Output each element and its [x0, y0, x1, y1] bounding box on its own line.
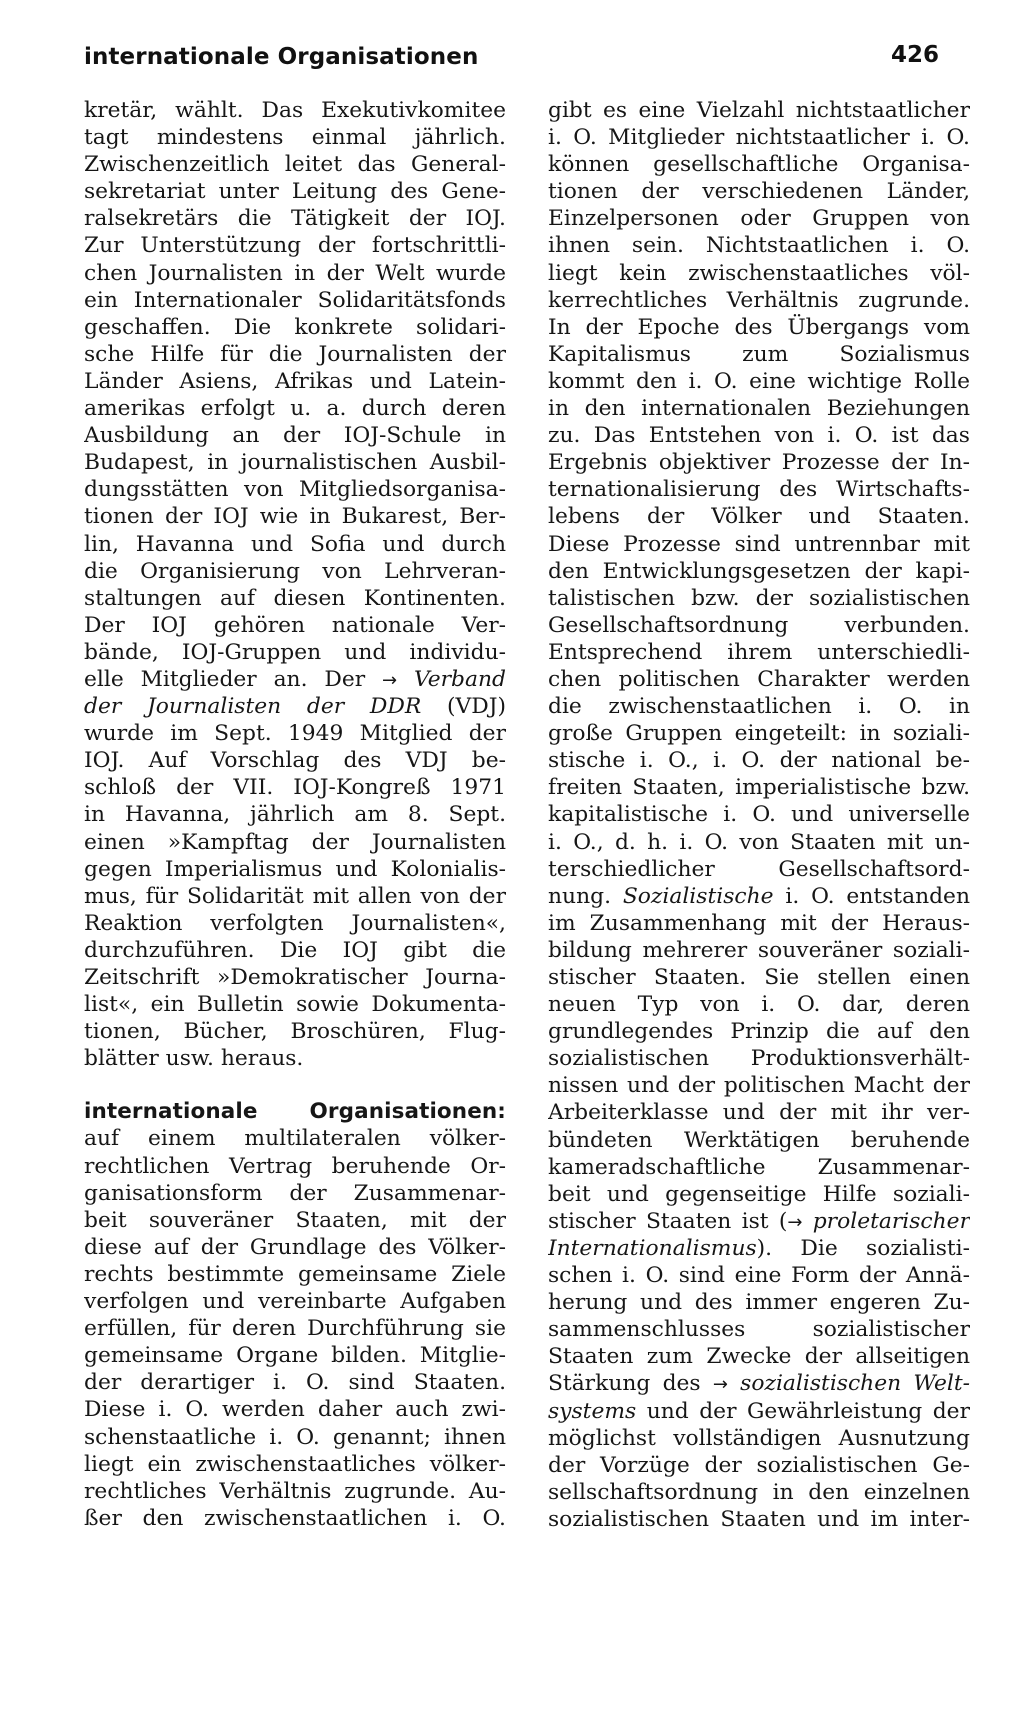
text-line-with-xref	[84, 693, 506, 720]
text-fragment: i. O. entstanden	[785, 883, 970, 909]
text-line-with-xref	[548, 1398, 970, 1425]
text-line: ganisationsform der Zusammenar-	[84, 1180, 506, 1206]
text-line: in Havanna, jährlich am 8. Sept.	[84, 802, 506, 828]
text-line: Entsprechend ihrem unterschiedli-	[548, 639, 970, 665]
text-fragment: (VDJ)	[447, 694, 506, 720]
text-line: bündeten Werktätigen beruhende	[548, 1127, 970, 1153]
text-line: können gesellschaftliche Organisa-	[548, 152, 970, 178]
text-line: Zur Unterstützung der fortschrittli-	[84, 233, 506, 259]
text-line: Gesellschaftsordnung verbunden.	[548, 612, 970, 638]
text-line: kommt den i. O. eine wichtige Rolle	[548, 368, 970, 394]
text-line: terschiedlicher Gesellschaftsord-	[548, 856, 970, 882]
text-line: nissen und der politischen Macht der	[548, 1073, 970, 1099]
text-line: möglichst vollständigen Ausnutzung	[548, 1425, 970, 1451]
text-line: blätter usw. heraus.	[84, 1046, 304, 1072]
text-line: neuen Typ von i. O. dar, deren	[548, 992, 970, 1018]
text-line: gemeinsame Organe bilden. Mitglie-	[84, 1343, 506, 1369]
text-line: In der Epoche des Übergangs vom	[548, 314, 970, 340]
text-line: schen i. O. sind eine Form der Annä-	[548, 1263, 970, 1289]
left-column	[84, 97, 506, 1532]
entry-headword: internationale Organisationen:	[84, 1099, 506, 1125]
text-line: amerikas erfolgt u. a. durch deren	[84, 396, 506, 422]
text-line: auf einem multilateralen völker-	[84, 1126, 506, 1152]
text-line: dungsstätten von Mitgliedsorganisa-	[84, 477, 506, 503]
text-fragment: elle Mitglieder an. Der	[84, 666, 366, 692]
text-line: die zwischenstaatlichen i. O. in	[548, 694, 970, 720]
text-line: rechts bestimmte gemeinsame Ziele	[84, 1261, 506, 1287]
text-line-with-xref	[548, 1208, 970, 1235]
text-line: lin, Havanna und Sofia und durch	[84, 531, 506, 557]
text-line: wurde im Sept. 1949 Mitglied der	[84, 721, 506, 747]
text-line: tagt mindestens einmal jährlich.	[84, 125, 506, 151]
text-line: sozialistischen Staaten und im inter-	[548, 1506, 970, 1532]
text-line: tionen der IOJ wie in Bukarest, Ber-	[84, 504, 506, 530]
text-line: tionen, Bücher, Broschüren, Flug-	[84, 1019, 506, 1045]
text-fragment: Stärkung des	[548, 1371, 701, 1397]
running-title: internationale Organisationen	[84, 44, 479, 70]
text-line: Arbeiterklasse und der mit ihr ver-	[548, 1100, 970, 1126]
text-line: einen »Kampftag der Journalisten	[84, 829, 506, 855]
text-line: beit und gegenseitige Hilfe soziali-	[548, 1181, 970, 1207]
text-line: beit souveräner Staaten, mit der	[84, 1207, 506, 1233]
text-line: der derartiger i. O. sind Staaten.	[84, 1370, 506, 1396]
text-line: tionen der verschiedenen Länder,	[548, 179, 970, 205]
xref-arrow-icon: →	[712, 1374, 728, 1396]
text-line: Diese i. O. werden daher auch zwi-	[84, 1397, 506, 1423]
text-line: in den internationalen Beziehungen	[548, 396, 970, 422]
text-line: Ausbildung an der IOJ-Schule in	[84, 423, 506, 449]
text-line: stischer Staaten. Sie stellen einen	[548, 965, 970, 990]
text-line: rechtliches Verhältnis zugrunde. Au-	[84, 1478, 506, 1504]
text-line: Einzelpersonen oder Gruppen von	[548, 206, 970, 232]
text-line: rechtlichen Vertrag beruhende Or-	[84, 1153, 506, 1179]
text-line: ßer den zwischenstaatlichen i. O.	[84, 1505, 506, 1531]
page-number: 426	[890, 42, 939, 68]
text-fragment: ). Die sozialisti-	[756, 1235, 970, 1261]
text-line: bildung mehrerer souveräner soziali-	[548, 937, 970, 963]
text-line: diese auf der Grundlage des Völker-	[84, 1234, 506, 1260]
text-line: geschaffen. Die konkrete solidari-	[84, 314, 506, 340]
text-line: talistischen bzw. der sozialistischen	[548, 585, 970, 611]
text-line: durchzuführen. Die IOJ gibt die	[84, 937, 506, 963]
text-line: freiten Staaten, imperialistische bzw.	[548, 775, 970, 801]
text-line: sozialistischen Produktionsverhält-	[548, 1046, 970, 1072]
text-line: Kapitalismus zum Sozialismus	[548, 341, 970, 367]
text-line: list«, ein Bulletin sowie Dokumenta-	[84, 992, 506, 1018]
text-line: erfüllen, für deren Durchführung sie	[84, 1316, 506, 1342]
text-line: ternationalisierung des Wirtschafts-	[548, 477, 970, 503]
text-line: ein Internationaler Solidaritätsfonds	[84, 287, 506, 313]
text-line: große Gruppen eingeteilt: in soziali-	[548, 721, 970, 747]
text-line: stische i. O., i. O. der national be-	[548, 748, 970, 774]
text-line: gegen Imperialismus und Kolonialis-	[84, 856, 506, 882]
text-line: chen Journalisten in der Welt wurde	[84, 260, 506, 286]
text-line: schenstaatliche i. O. genannt; ihnen	[84, 1424, 506, 1450]
text-line: im Zusammenhang mit der Heraus-	[548, 910, 970, 936]
text-line: kapitalistische i. O. und universelle	[548, 802, 970, 828]
text-line: Reaktion verfolgten Journalisten«,	[84, 910, 506, 936]
text-line: kameradschaftliche Zusammenar-	[548, 1154, 970, 1180]
text-line: staltungen auf diesen Kontinenten.	[84, 585, 506, 611]
xref-link[interactable]: Internationalismus	[548, 1235, 757, 1261]
text-line: Ergebnis objektiver Prozesse der In-	[548, 450, 970, 476]
text-line: Der IOJ gehören nationale Ver-	[84, 612, 506, 638]
xref-link[interactable]: systems	[548, 1398, 637, 1424]
text-line: Länder Asiens, Afrikas und Latein-	[84, 368, 506, 394]
text-line: herung und des immer engeren Zu-	[548, 1290, 970, 1316]
paragraph-gap	[84, 1072, 506, 1098]
text-fragment: nung.	[548, 883, 611, 909]
text-line: liegt kein zwischenstaatliches völ-	[548, 260, 970, 286]
xref-arrow-icon: →	[382, 669, 398, 691]
text-line: schloß der VII. IOJ-Kongreß 1971	[84, 775, 506, 801]
text-line: sekretariat unter Leitung des Gene-	[84, 179, 506, 205]
text-line: liegt ein zwischenstaatliches völker-	[84, 1451, 506, 1477]
text-line: IOJ. Auf Vorschlag des VDJ be-	[84, 748, 506, 774]
text-line-with-xref	[548, 1370, 970, 1397]
xref-link[interactable]: der Journalisten der DDR	[84, 694, 422, 720]
xref-link[interactable]: sozialistischen Welt-	[740, 1371, 970, 1397]
text-line: mus, für Solidarität mit allen von der	[84, 883, 506, 909]
text-line: Staaten zum Zwecke der allseitigen	[548, 1344, 970, 1370]
emphasis-term: Sozialistische	[622, 883, 774, 909]
text-line-with-emphasis	[548, 883, 970, 910]
text-line: i. O. Mitglieder nichtstaatlicher i. O.	[548, 125, 970, 151]
text-line: Zwischenzeitlich leitet das General-	[84, 152, 506, 178]
xref-link[interactable]: Verband	[414, 666, 506, 692]
text-line: Budapest, in journalistischen Ausbil-	[84, 450, 506, 476]
text-line: der Vorzüge der sozialistischen Ge-	[548, 1452, 970, 1478]
right-column	[548, 97, 970, 1533]
text-line: kretär, wählt. Das Exekutivkomitee	[84, 98, 506, 123]
text-line: gibt es eine Vielzahl nichtstaatlicher	[548, 98, 970, 123]
text-line: Zeitschrift »Demokratischer Journa-	[84, 965, 506, 990]
text-line: sammenschlusses sozialistischer	[548, 1317, 970, 1343]
text-line: den Entwicklungsgesetzen der kapi-	[548, 558, 970, 584]
text-line: ihnen sein. Nichtstaatlichen i. O.	[548, 233, 970, 259]
text-line: kerrechtliches Verhältnis zugrunde.	[548, 287, 970, 313]
text-line-with-xref	[548, 1235, 970, 1262]
text-line: ralsekretärs die Tätigkeit der IOJ.	[84, 206, 506, 232]
text-line: i. O., d. h. i. O. von Staaten mit un-	[548, 829, 970, 855]
text-line: zu. Das Entstehen von i. O. ist das	[548, 423, 970, 449]
text-line: grundlegendes Prinzip die auf den	[548, 1019, 970, 1045]
text-fragment: und der Gewährleistung der	[646, 1398, 970, 1424]
text-line: lebens der Völker und Staaten.	[548, 504, 970, 530]
text-line-with-xref	[84, 666, 506, 693]
text-line: sche Hilfe für die Journalisten der	[84, 341, 506, 367]
text-line: chen politischen Charakter werden	[548, 666, 970, 692]
xref-arrow-icon: →	[787, 1211, 803, 1233]
text-line: die Organisierung von Lehrveran-	[84, 558, 506, 584]
text-line: bände, IOJ-Gruppen und individu-	[84, 639, 506, 665]
text-line: verfolgen und vereinbarte Aufgaben	[84, 1289, 506, 1315]
text-line: Diese Prozesse sind untrennbar mit	[548, 531, 970, 557]
text-line: sellschaftsordnung in den einzelnen	[548, 1479, 970, 1505]
text-fragment: stischer Staaten ist (	[548, 1208, 788, 1234]
xref-link[interactable]: proletarischer	[812, 1208, 970, 1234]
